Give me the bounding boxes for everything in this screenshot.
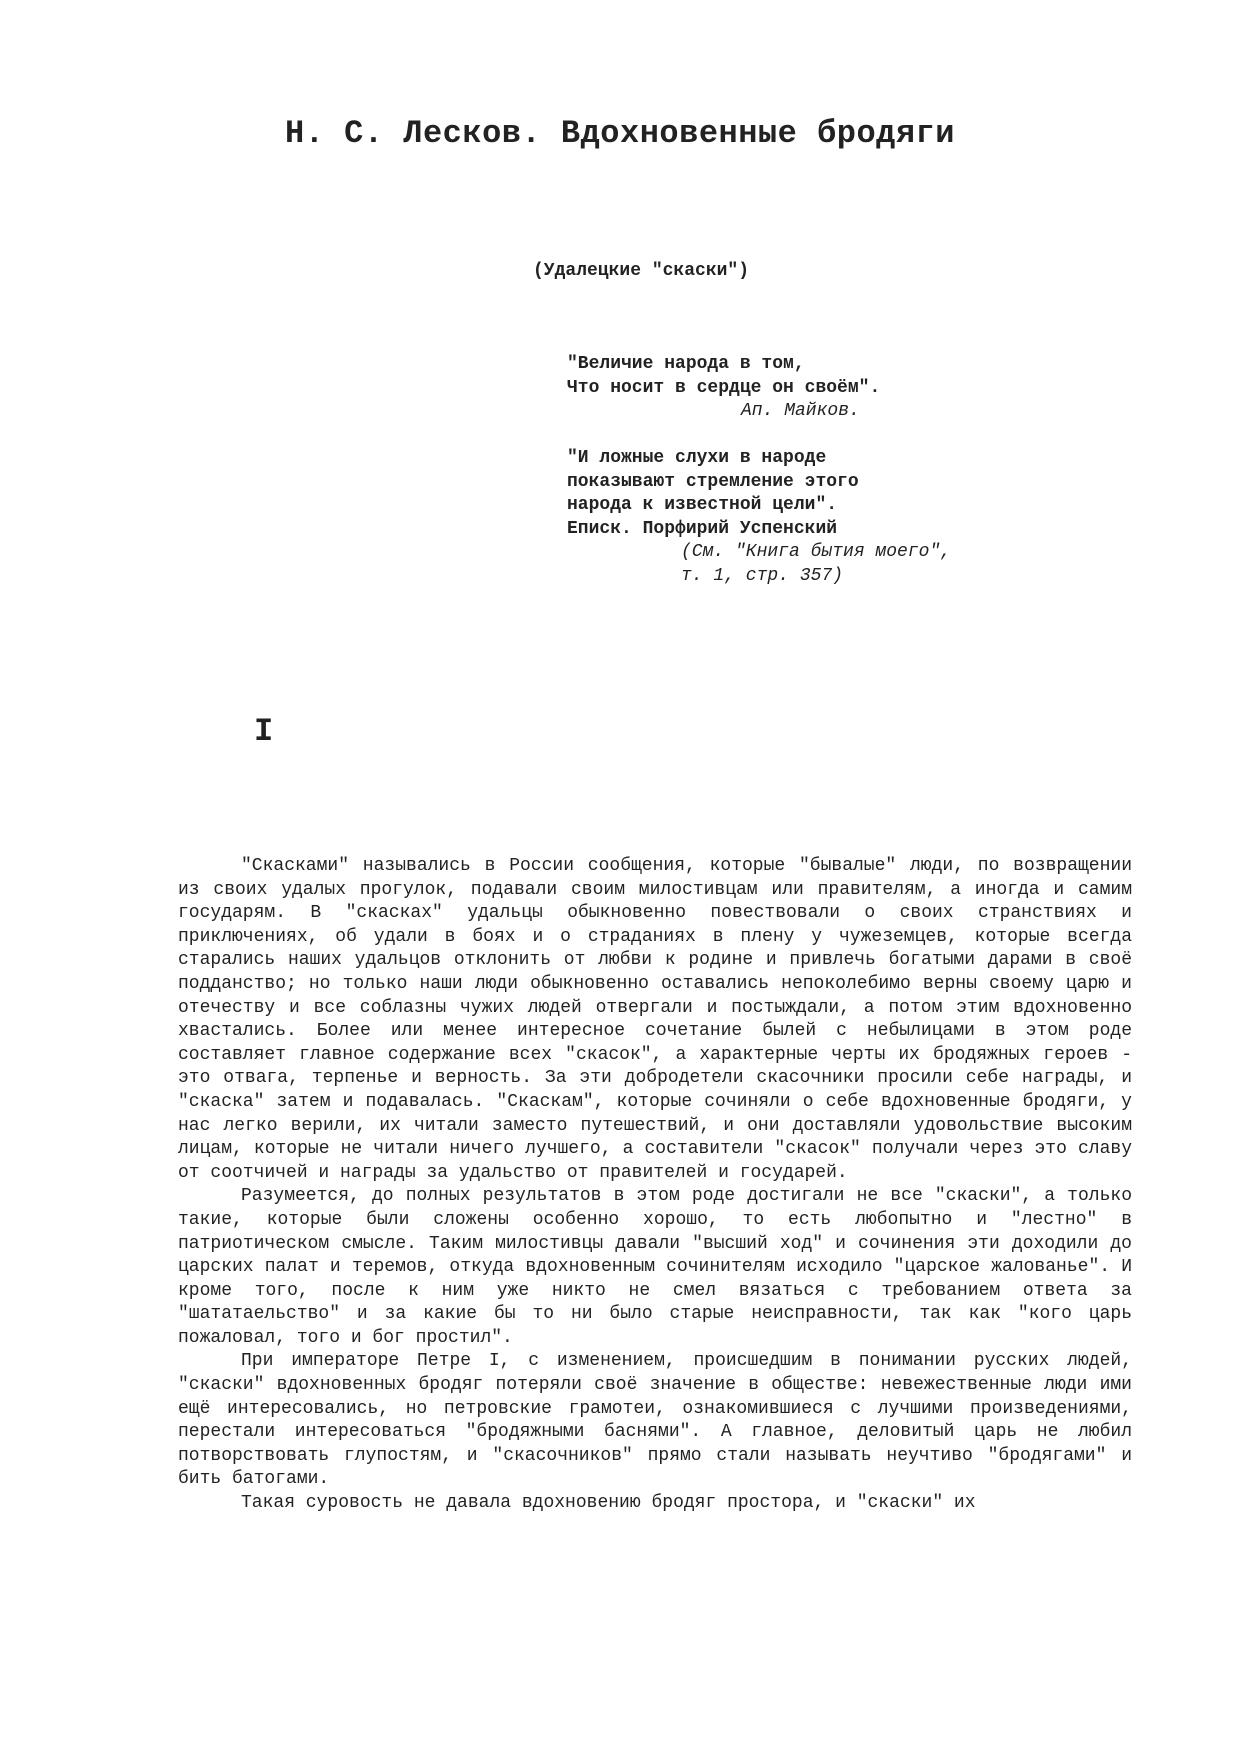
document-subtitle: (Удалецкие "скаски") xyxy=(533,261,750,281)
paragraph: "Скасками" назывались в России сообщения, которые "бывалые" люди, по возвращении из своих удалых прогулок, подавали своим милостивцам или правителям, а иногда и самим государям. В "скасках" удальцы обыкновенно повествовали о своих странствиях и приключениях, об удали в боях и о страданиях в плену у чужеземцев, которые всегда старались наших удальцов отклонить от любви к родине и привлечь богатыми дарами в своё подданство; но только наши люди обыкновенно оставались непоколебимо верны своему царю и отечеству и все соблазны чужих людей отвергали и постыждали, а потом этим вдохновенно хвастались. Более или менее интересное сочетание былей с небылицами в этом роде составляет главное содержание всех "скасок", а характерные черты их бродяжных героев - это отвага, терпенье и верность. За эти добродетели скасочники просили себе награды, и "скаска" затем и подавалась. "Скаскам", которые сочиняли о себе вдохновенные бродяги, у нас легко верили, их читали заместо путешествий, и они доставляли удовольствие высоким лицам, которые не читали ничего лучшего, а составители "скасок" получали через это славу от соотчичей и награды за удальство от правителей и государей. xyxy=(178,856,1132,1183)
epigraph-line: Что носит в сердце он своём". xyxy=(567,377,881,398)
epigraph-line: показывают стремление этого xyxy=(567,471,859,492)
epigraph-maikov xyxy=(567,353,1027,424)
epigraph-uspensky xyxy=(567,447,1027,589)
body-text xyxy=(178,855,1132,1516)
paragraph: Разумеется, до полных результатов в этом роде достигали не все "скаски", а только такие, которые были сложены особенно хорошо, то есть любопытно и "лестно" в патриотическом смысле. Таким милостивцы давали "высший ход" и сочинения эти доходили до царских палат и теремов, откуда вдохновенным сочинителям исходило "царское жалованье". И кроме того, после к ним уже никто не смел вязаться с требованием ответа за "шататаельство" и за какие бы то ни было старые неисправности, так как "кого царь пожаловал, того и бог простил". xyxy=(178,1186,1132,1348)
epigraph-attribution: Ап. Майков. xyxy=(741,401,860,422)
epigraph-line: народа к известной цели". xyxy=(567,495,838,516)
epigraph-line: "Величие народа в том, xyxy=(567,354,805,374)
chapter-heading: I xyxy=(254,713,274,750)
epigraph-attribution: (См. "Книга бытия моего", xyxy=(681,542,952,563)
paragraph: При императоре Петре I, с изменением, происшедшим в понимании русских людей, "скаски" вдохновенных бродяг потеряли своё значение в обществе: невежественные люди ими ещё интересовались, но петровские грамотеи, ознакомившиеся с лучшими произведениями, перестали интересоваться "бродяжными баснями". А главное, деловитый царь не любил потворствовать глупостям, и "скасочников" прямо стали называть неучтиво "бродягами" и бить батогами. xyxy=(178,1351,1132,1490)
paragraph: Такая суровость не давала вдохновению бродяг простора, и "скаски" их xyxy=(241,1493,976,1514)
document-title: Н. С. Лесков. Вдохновенные бродяги xyxy=(285,115,955,152)
epigraph-line: Еписк. Порфирий Успенский xyxy=(567,518,838,539)
epigraph-line: "И ложные слухи в народе xyxy=(567,448,827,468)
epigraph-attribution: т. 1, стр. 357) xyxy=(681,565,844,586)
